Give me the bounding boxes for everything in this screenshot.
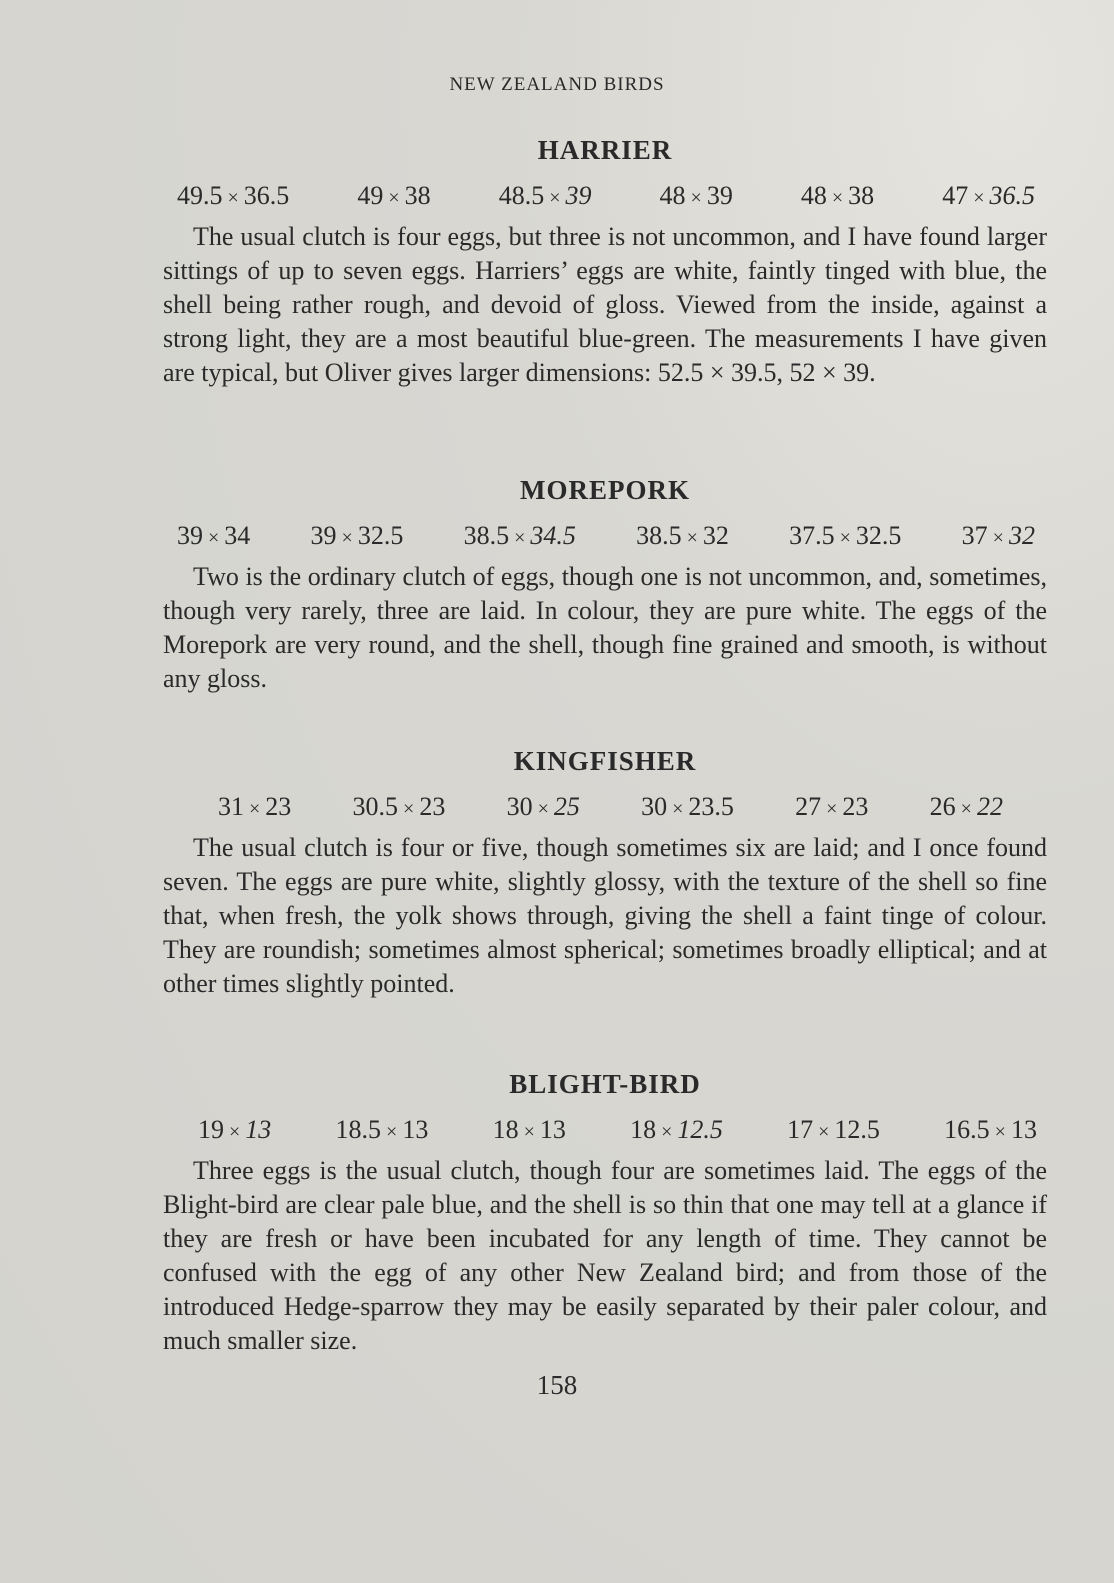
egg-measurement	[464, 514, 576, 558]
egg-measurement	[787, 1108, 880, 1152]
egg-length: 38.5	[636, 521, 682, 550]
times-sign: ×	[989, 1121, 1011, 1143]
egg-measurement	[336, 1108, 429, 1152]
egg-breadth: 13	[245, 1115, 272, 1144]
egg-length: 49.5	[177, 181, 223, 210]
egg-breadth: 34	[224, 521, 251, 550]
egg-measurement	[789, 514, 901, 558]
egg-breadth: 13	[539, 1115, 566, 1144]
egg-breadth: 23	[842, 792, 869, 821]
egg-length: 49	[357, 181, 384, 210]
egg-measurement	[311, 514, 404, 558]
page-number: 158	[536, 1370, 578, 1400]
times-sign: ×	[544, 187, 566, 209]
egg-length: 27	[795, 792, 822, 821]
species-section-kingfisher	[163, 743, 1047, 1001]
times-sign: ×	[813, 1121, 835, 1143]
egg-length: 39	[177, 521, 203, 550]
egg-measurements	[163, 174, 1047, 218]
egg-breadth: 13	[1010, 1115, 1037, 1144]
egg-length: 37	[961, 521, 988, 550]
egg-measurement	[507, 785, 580, 829]
egg-length: 18	[492, 1115, 519, 1144]
egg-length: 31	[218, 792, 244, 821]
egg-breadth: 22	[976, 792, 1003, 821]
egg-measurement	[641, 785, 734, 829]
times-sign: ×	[826, 187, 849, 209]
egg-length: 17	[787, 1115, 814, 1144]
egg-length: 18	[630, 1115, 657, 1144]
egg-measurement	[636, 514, 729, 558]
egg-measurement	[499, 174, 592, 218]
egg-length: 48.5	[498, 181, 545, 210]
times-sign: ×	[656, 1121, 678, 1143]
times-sign: ×	[955, 798, 977, 820]
egg-breadth: 36.5	[243, 181, 290, 210]
egg-measurements	[163, 514, 1047, 558]
species-description: The usual clutch is four or five, though sometimes six are laid; and I once found seven. The eggs are pure white, slightly glossy, with the texture of the shell so fine that, when fresh, the yolk shows through, giving the shell a faint tinge of colour. They are roundish; sometimes almost spherical; sometimes broadly elliptical; and at other times slightly pointed.	[163, 833, 1047, 998]
running-head: NEW ZEALAND BIRDS	[449, 74, 665, 95]
egg-breadth: 32	[702, 521, 729, 550]
egg-length: 26	[929, 792, 956, 821]
species-description: Two is the ordinary clutch of eggs, though one is not uncommon, and, sometimes, though very rarely, three are laid. In colour, they are pure white. The eggs of the Morepork are very round, and the shell, though fine grained and smooth, is without any gloss.	[163, 562, 1047, 693]
egg-breadth: 34.5	[530, 521, 576, 550]
egg-length: 19	[198, 1115, 224, 1144]
egg-breadth: 32.5	[855, 521, 902, 550]
egg-breadth: 36.5	[989, 181, 1035, 210]
times-sign: ×	[383, 187, 405, 209]
times-sign: ×	[224, 1121, 246, 1143]
times-sign: ×	[681, 527, 703, 549]
species-heading: MOREPORK	[520, 475, 690, 505]
egg-breadth: 39	[565, 181, 592, 210]
egg-breadth: 32.5	[357, 521, 404, 550]
egg-length: 18.5	[335, 1115, 382, 1144]
egg-measurement	[630, 1108, 723, 1152]
egg-measurement	[198, 1108, 271, 1152]
times-sign: ×	[336, 527, 358, 549]
species-description: Three eggs is the usual clutch, though four are sometimes laid. The eggs of the Blight-bird are clear pale blue, and the shell is so thin that one may tell at a glance if they are fresh or have been incubated for any length of time. They cannot be confused with the egg of any other New Zealand bird; and from those of the introduced Hedge-sparrow they may be easily separated by their paler colour, and much smaller size.	[163, 1156, 1047, 1355]
times-sign: ×	[834, 527, 856, 549]
egg-measurement	[357, 174, 430, 218]
egg-measurement	[660, 174, 733, 218]
egg-breadth: 12.5	[834, 1115, 880, 1144]
egg-measurement	[942, 174, 1035, 218]
egg-length: 30	[641, 792, 668, 821]
times-sign: ×	[509, 527, 531, 549]
egg-measurement	[962, 514, 1035, 558]
species-description: The usual clutch is four eggs, but three is not uncommon, and I have found larger sittings of up to seven eggs. Harriers’ eggs are white, faintly tinged with blue, the shell being rather rough, and devoid of gloss. Viewed from the inside, against a strong light, they are a most beautiful blue-green. The measurements I have given are typical, but Oliver gives larger dimensions: 52.5 × 39.5, 52 × 39.	[163, 222, 1047, 387]
times-sign: ×	[398, 798, 420, 820]
times-sign: ×	[222, 187, 244, 209]
egg-breadth: 39	[706, 181, 733, 210]
egg-measurements	[163, 1108, 1047, 1152]
egg-measurement	[218, 785, 291, 829]
egg-length: 38.5	[463, 521, 510, 550]
egg-breadth: 23	[419, 792, 446, 821]
species-section-blight-bird	[163, 1066, 1047, 1358]
egg-measurement	[930, 785, 1003, 829]
egg-breadth: 13	[402, 1115, 429, 1144]
egg-breadth: 23.5	[688, 792, 734, 821]
egg-breadth: 12.5	[677, 1115, 723, 1144]
times-sign: ×	[667, 798, 689, 820]
egg-measurement	[177, 174, 289, 218]
egg-length: 48	[800, 181, 827, 210]
egg-measurement	[795, 785, 868, 829]
egg-breadth: 38	[404, 181, 431, 210]
times-sign: ×	[244, 798, 266, 820]
times-sign: ×	[518, 1121, 540, 1143]
times-sign: ×	[987, 527, 1009, 549]
egg-measurement	[944, 1108, 1037, 1152]
species-section-harrier	[163, 132, 1047, 390]
egg-length: 30.5	[352, 792, 399, 821]
egg-breadth: 23	[265, 792, 292, 821]
species-heading: HARRIER	[537, 135, 673, 165]
egg-breadth: 32	[1008, 521, 1035, 550]
egg-breadth: 25	[553, 792, 580, 821]
egg-measurement	[353, 785, 446, 829]
species-section-morepork	[163, 472, 1047, 696]
egg-length: 39	[310, 521, 337, 550]
egg-length: 16.5	[944, 1115, 990, 1144]
egg-breadth: 38	[848, 181, 875, 210]
times-sign: ×	[203, 527, 225, 549]
egg-length: 37.5	[789, 521, 835, 550]
egg-measurements	[163, 785, 1047, 829]
species-heading: BLIGHT-BIRD	[509, 1069, 701, 1099]
egg-measurement	[493, 1108, 566, 1152]
times-sign: ×	[821, 798, 843, 820]
egg-length: 30	[506, 792, 533, 821]
egg-measurement	[801, 174, 874, 218]
egg-length: 48	[659, 181, 686, 210]
egg-length: 47	[942, 181, 969, 210]
times-sign: ×	[381, 1121, 403, 1143]
egg-measurement	[177, 514, 250, 558]
times-sign: ×	[685, 187, 707, 209]
species-heading: KINGFISHER	[513, 746, 697, 776]
times-sign: ×	[968, 187, 990, 209]
times-sign: ×	[532, 798, 554, 820]
